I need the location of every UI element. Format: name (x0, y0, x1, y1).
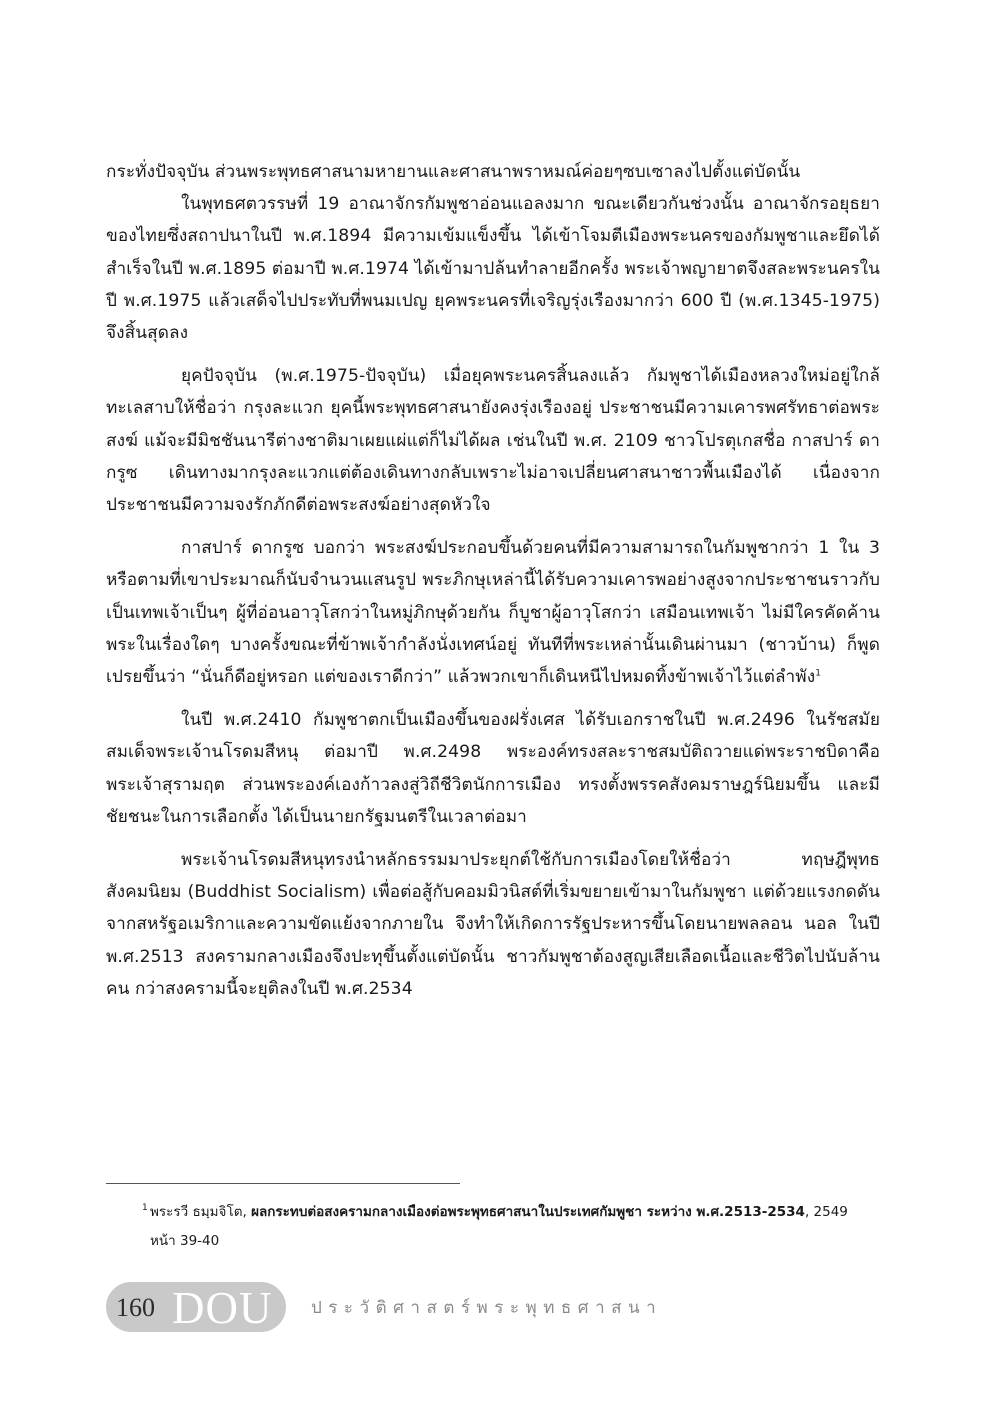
paragraph-6: พระเจ้านโรดมสีหนุทรงนำหลักธรรมมาประยุกต์ใช้กับการเมืองโดยให้ชื่อว่า ทฤษฎีพุทธสังคมนิยม (Buddhist Socialism) เพื่อต่อสู้กับคอมมิวนิสต์ที่เริ่มขยายเข้ามาในกัมพูชา แต่ด้วยแรงกดดันจากสหรัฐอเมริกาและความขัดแย้งจากภายใน จึงทำให้เกิดการรัฐประหารขึ้นโดยนายพลลอน นอล ในปี พ.ศ.2513 สงครามกลางเมืองจึงปะทุขึ้นตั้งแต่บัดนั้น ชาวกัมพูชาต้องสูญเสียเลือดเนื้อและชีวิตไปนับล้านคน กว่าสงครามนี้จะยุติลงในปี พ.ศ.2534 (106, 850, 880, 999)
footnote-reference: 1 (815, 668, 822, 679)
paragraph-5: ในปี พ.ศ.2410 กัมพูชาตกเป็นเมืองขึ้นของฝรั่งเศส ได้รับเอกราชในปี พ.ศ.2496 ในรัชสมัยสมเด็จพระเจ้านโรดมสีหนุ ต่อมาปี พ.ศ.2498 พระองค์ทรงสละราชสมบัติถวายแด่พระราชบิดาคือ พระเจ้าสุรามฤต ส่วนพระองค์เองก้าวลงสู่วิถีชีวิตนักการเมือง ทรงตั้งพรรคสังคมราษฎร์นิยมขึ้น และมีชัยชนะในการเลือกตั้ง ได้เป็นนายกรัฐมนตรีในเวลาต่อมา (106, 710, 880, 827)
footnote-publication: , 2549 หน้า 39-40 (150, 1204, 848, 1249)
paragraph-2: ในพุทธศตวรรษที่ 19 อาณาจักรกัมพูชาอ่อนแอลงมาก ขณะเดียวกันช่วงนั้น อาณาจักรอยุธยาของไทยซึ่งสถาปนาในปี พ.ศ.1894 มีความเข้มแข็งขึ้น ได้เข้าโจมตีเมืองพระนครของกัมพูชาและยึดได้สำเร็จในปี พ.ศ.1895 ต่อมาปี พ.ศ.1974 ได้เข้ามาปล้นทำลายอีกครั้ง พระเจ้าพญายาตจึงสละพระนครในปี พ.ศ.1975 แล้วเสด็จไปประทับที่พนมเปญ ยุคพระนครที่เจริญรุ่งเรืองมากว่า 600 ปี (พ.ศ.1345-1975) จึงสิ้นสุดลง (106, 194, 880, 344)
paragraph-4 (106, 532, 880, 693)
paragraph-3: ยุคปัจจุบัน (พ.ศ.1975-ปัจจุบัน) เมื่อยุคพระนครสิ้นลงแล้ว กัมพูชาได้เมืองหลวงใหม่อยู่ใกล้ทะเลสาบให้ชื่อว่า กรุงละแวก ยุคนี้พระพุทธศาสนายังคงรุ่งเรืองอยู่ ประชาชนมีความเคารพศรัทธาต่อพระสงฆ์ แม้จะมีมิชชันนารีต่างชาติมาเผยแผ่แต่ก็ไม่ได้ผล เช่นในปี พ.ศ. 2109 ชาวโปรตุเกสชื่อ กาสปาร์ ดากรูซ เดินทางมากรุงละแวกแต่ต้องเดินทางกลับเพราะไม่อาจเปลี่ยนศาสนาชาวพื้นเมืองได้ เนื่องจากประชาชนมีความจงรักภักดีต่อพระสงฆ์อย่างสุดหัวใจ (106, 366, 880, 516)
footnote-number: 1 (142, 1203, 148, 1213)
footnote-title: ผลกระทบต่อสงครามกลางเมืองต่อพระพุทธศาสนาในประเทศกัมพูชา ระหว่าง พ.ศ.2513-2534 (251, 1204, 805, 1220)
page-number: 160 (116, 1293, 155, 1322)
footnote-author: พระรวี ธมฺมจิโต, (150, 1204, 247, 1220)
footnote-divider (106, 1183, 460, 1184)
body-text (106, 156, 880, 1005)
footnote (142, 1198, 850, 1256)
paragraph-1: กระทั่งปัจจุบัน ส่วนพระพุทธศาสนามหายานและศาสนาพราหมณ์ค่อยๆซบเซาลงไปตั้งแต่บัดนั้น (106, 162, 801, 182)
running-title: ประวัติศาสตร์พระพุทธศาสนา (311, 1298, 663, 1318)
paragraph-4-text: กาสปาร์ ดากรูซ บอกว่า พระสงฆ์ประกอบขึ้นด้วยคนที่มีความสามารถในกัมพูชากว่า 1 ใน 3 หรือตามที่เขาประมาณก็นับจำนวนแสนรูป พระภิกษุเหล่านี้ได้รับความเคารพอย่างสูงจากประชาชนราวกับเป็นเทพเจ้าเป็นๆ ผู้ที่อ่อนอาวุโสกว่าในหมู่ภิกษุด้วยกัน ก็บูชาผู้อาวุโสกว่า เสมือนเทพเจ้า ไม่มีใครคัดค้านพระในเรื่องใดๆ บางครั้งขณะที่ข้าพเจ้ากำลังนั่งเทศน์อยู่ ทันทีที่พระเหล่านั้นเดินผ่านมา (ชาวบ้าน) ก็พูดเปรยขึ้นว่า “นั่นก็ดีอยู่หรอก แต่ของเราดีกว่า” แล้วพวกเขาก็เดินหนีไปหมดทิ้งข้าพเจ้าไว้แต่ลำพัง (106, 538, 880, 688)
dou-logo: DOU (172, 1283, 273, 1333)
